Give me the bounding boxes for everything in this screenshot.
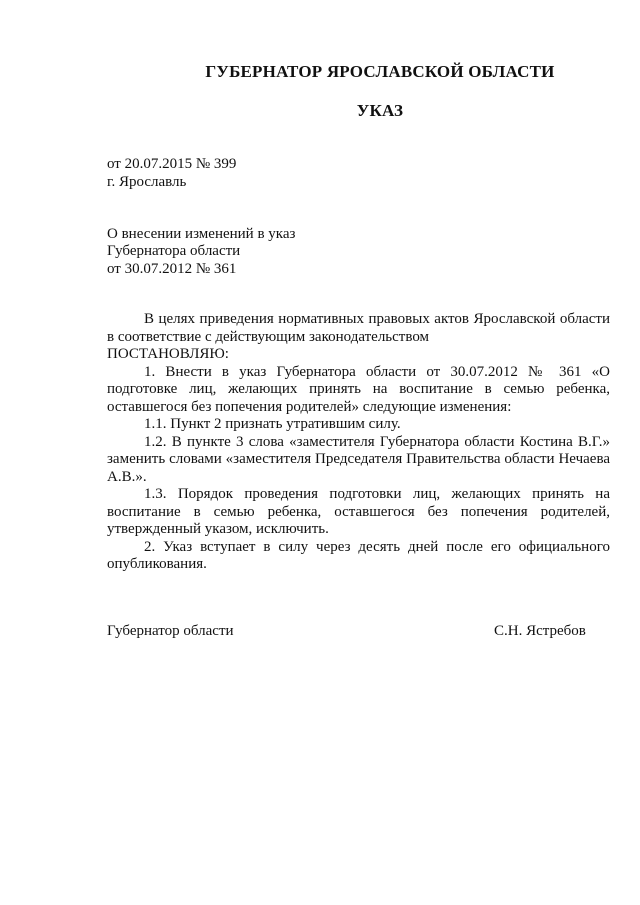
decree-word: ПОСТАНОВЛЯЮ:: [107, 346, 229, 362]
subject-line-2: Губернатора области: [107, 243, 241, 259]
document-date-number: от 20.07.2015 № 399: [107, 156, 237, 172]
signatory-name: С.Н. Ястребов: [494, 623, 586, 639]
issuing-authority-heading: ГУБЕРНАТОР ЯРОСЛАВСКОЙ ОБЛАСТИ: [205, 62, 555, 81]
preamble-paragraph: В целях приведения нормативных правовых актов Ярославской области в соответствие с действующим законодательством: [107, 311, 610, 345]
signatory-position: Губернатор области: [107, 623, 234, 639]
item-1-3-paragraph: 1.3. Порядок проведения подготовки лиц, желающих принять на воспитание в семью ребенка, оставшегося без попечения родителей, утвержденный указом, исключить.: [107, 486, 610, 537]
document-type-heading: УКАЗ: [356, 101, 404, 120]
item-2-paragraph: 2. Указ вступает в силу через десять дней после его официального опубликования.: [107, 538, 610, 572]
item-1-1-paragraph: 1.1. Пункт 2 признать утратившим силу.: [144, 416, 401, 432]
subject-line-1: О внесении изменений в указ: [107, 226, 296, 242]
subject-line-3: от 30.07.2012 № 361: [107, 261, 237, 277]
item-1-2-paragraph: 1.2. В пункте 3 слова «заместителя Губернатора области Костина В.Г.» заменить словами «заместителя Председателя Правительства области Нечаева А.В.».: [107, 433, 610, 485]
document-city: г. Ярославль: [107, 174, 187, 190]
document-body: [107, 311, 610, 574]
item-1-paragraph: 1. Внести в указ Губернатора области от 30.07.2012 № 361 «О подготовке лиц, желающих принять на воспитание в семью ребенка, оставшегося без попечения родителей» следующие изменения:: [107, 363, 610, 415]
